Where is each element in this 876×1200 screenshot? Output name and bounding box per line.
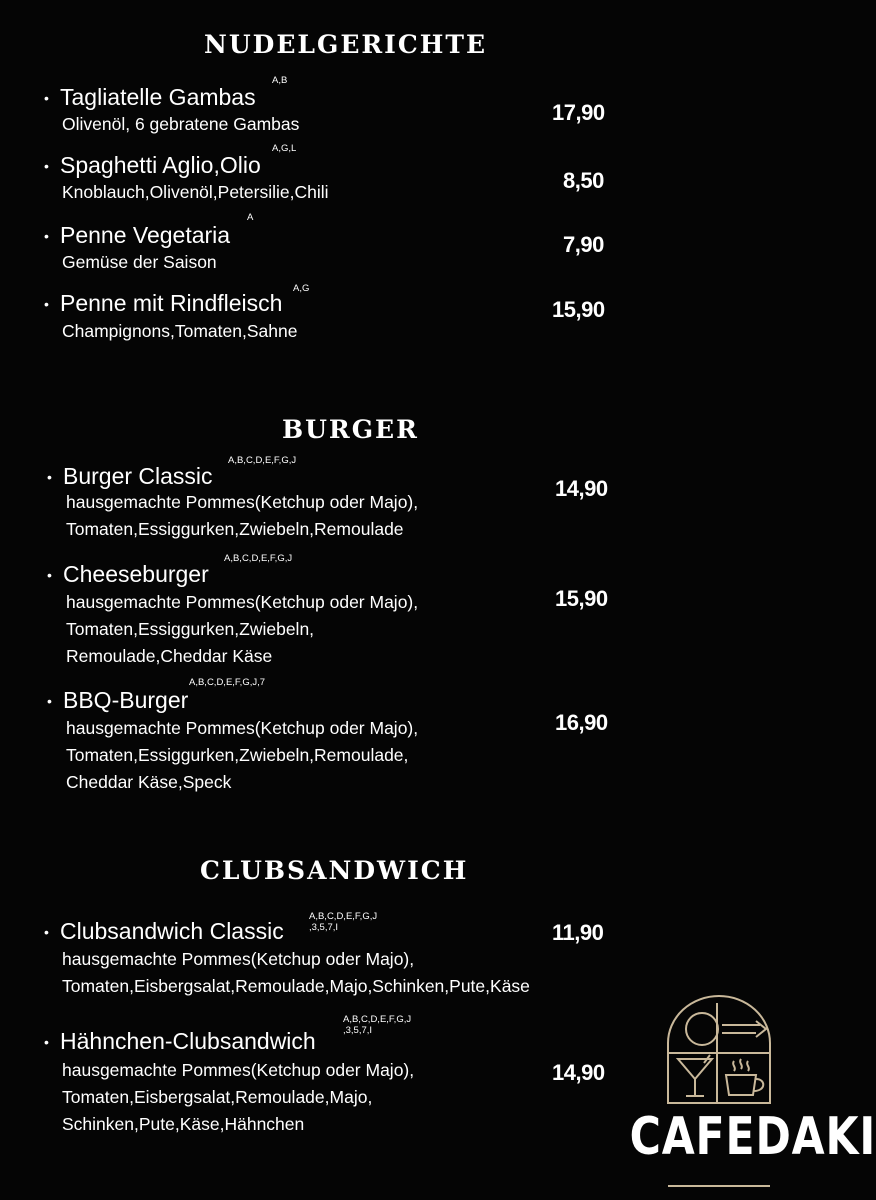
bullet-icon: • xyxy=(47,693,52,709)
item-description: hausgemachte Pommes(Ketchup oder Majo), Tomaten,Eisbergsalat,Remoulade,Majo, Schinken,Pute,Käse,Hähnchen xyxy=(62,1060,415,1134)
item-price: 7,90 xyxy=(563,232,604,257)
item-price: 14,90 xyxy=(555,476,608,501)
cafe-logo-icon xyxy=(610,995,828,1110)
allergen-codes: A,B,C,D,E,F,G,J xyxy=(228,455,297,466)
item-name: Clubsandwich Classic xyxy=(60,918,284,944)
item-description: Olivenöl, 6 gebratene Gambas xyxy=(62,114,300,134)
item-description: hausgemachte Pommes(Ketchup oder Majo), Tomaten,Essiggurken,Zwiebeln, Remoulade,Cheddar Käse xyxy=(66,592,419,666)
item-description: Champignons,Tomaten,Sahne xyxy=(62,321,298,341)
allergen-codes: A,G,L xyxy=(272,143,297,154)
allergen-codes: A,B xyxy=(272,75,288,86)
item-description: Knoblauch,Olivenöl,Petersilie,Chili xyxy=(62,182,329,202)
allergen-codes: A,B,C,D,E,F,G,J ,3,5,7,I xyxy=(343,1014,412,1036)
item-name: Penne mit Rindfleisch xyxy=(60,290,283,316)
item-name: Spaghetti Aglio,Olio xyxy=(60,152,261,178)
bullet-icon: • xyxy=(44,296,49,312)
item-price: 14,90 xyxy=(552,1060,605,1085)
allergen-codes: A,G xyxy=(293,283,310,294)
item-description: hausgemachte Pommes(Ketchup oder Majo), Tomaten,Eisbergsalat,Remoulade,Majo,Schinken,Pute,Käse xyxy=(62,949,530,996)
item-name: Cheeseburger xyxy=(63,561,209,587)
item-name: Penne Vegetaria xyxy=(60,222,231,248)
item-name: Tagliatelle Gambas xyxy=(60,84,256,110)
allergen-codes: A,B,C,D,E,F,G,J xyxy=(224,553,293,564)
item-price: 17,90 xyxy=(552,100,605,125)
item-price: 15,90 xyxy=(552,297,605,322)
item-price: 15,90 xyxy=(555,586,608,611)
bullet-icon: • xyxy=(47,567,52,583)
item-name: Hähnchen-Clubsandwich xyxy=(60,1028,316,1054)
item-description: hausgemachte Pommes(Ketchup oder Majo), Tomaten,Essiggurken,Zwiebeln,Remoulade xyxy=(66,492,419,539)
bullet-icon: • xyxy=(44,228,49,244)
item-price: 16,90 xyxy=(555,710,608,735)
item-name: Burger Classic xyxy=(63,463,213,489)
item-price: 8,50 xyxy=(563,168,604,193)
bullet-icon: • xyxy=(44,90,49,106)
item-name: BBQ-Burger xyxy=(63,687,189,713)
section-title-clubsandwich: CLUBSANDWICH xyxy=(200,856,469,885)
item-description: hausgemachte Pommes(Ketchup oder Majo), Tomaten,Essiggurken,Zwiebeln,Remoulade, Cheddar Käse,Speck xyxy=(66,718,419,792)
bullet-icon: • xyxy=(47,469,52,485)
item-price: 11,90 xyxy=(552,920,604,945)
allergen-codes: A xyxy=(247,212,254,223)
logo-underline xyxy=(668,1185,770,1187)
section-title-nudelgerichte: NUDELGERICHTE xyxy=(204,30,488,59)
bullet-icon: • xyxy=(44,158,49,174)
allergen-codes: A,B,C,D,E,F,G,J ,3,5,7,I xyxy=(309,911,378,933)
allergen-codes: A,B,C,D,E,F,G,J,7 xyxy=(189,677,266,688)
bullet-icon: • xyxy=(44,1034,49,1050)
bullet-icon: • xyxy=(44,924,49,940)
item-description: Gemüse der Saison xyxy=(62,252,217,272)
section-title-burger: BURGER xyxy=(282,415,419,444)
logo-text: CAFEDAKI xyxy=(629,1107,876,1167)
cafe-logo xyxy=(610,995,876,1195)
